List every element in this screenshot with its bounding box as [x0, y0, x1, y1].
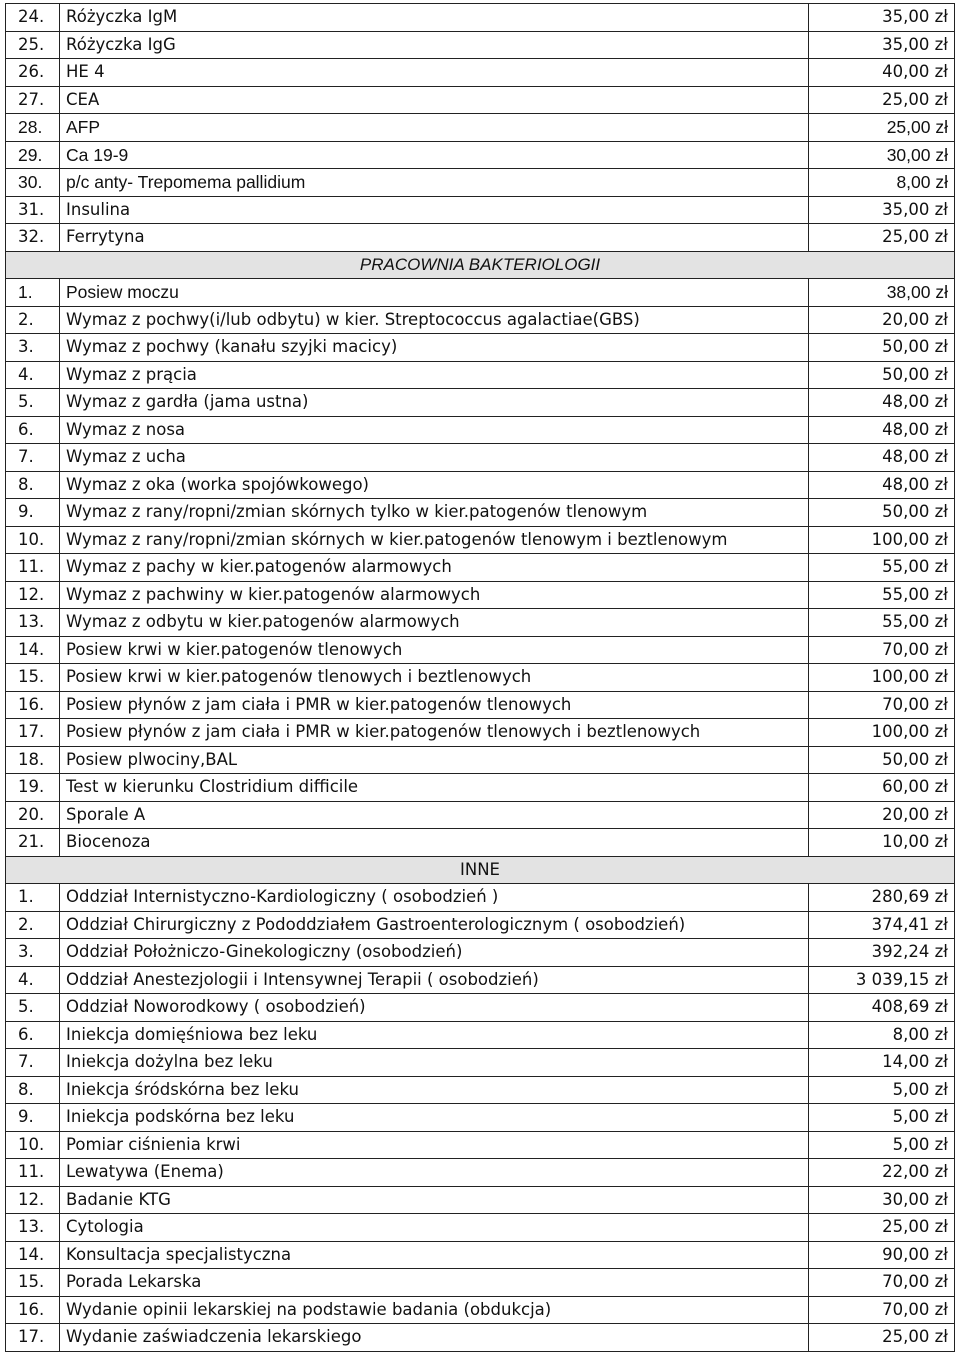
- row-price: 55,00 zł: [809, 554, 955, 582]
- row-price: 22,00 zł: [809, 1159, 955, 1187]
- row-description: Wydanie opinii lekarskiej na podstawie badania (obdukcja): [60, 1296, 809, 1324]
- row-price: 5,00 zł: [809, 1131, 955, 1159]
- row-price: 3 039,15 zł: [809, 966, 955, 994]
- row-number: 28.: [6, 114, 60, 142]
- table-row: [6, 114, 955, 142]
- row-number: 31.: [6, 196, 60, 224]
- row-price: 70,00 zł: [809, 1296, 955, 1324]
- table-row: [6, 361, 955, 389]
- row-price: 100,00 zł: [809, 719, 955, 747]
- row-description: CEA: [60, 86, 809, 114]
- row-price: 50,00 zł: [809, 361, 955, 389]
- row-number: 20.: [6, 801, 60, 829]
- row-description: Cytologia: [60, 1214, 809, 1242]
- row-description: HE 4: [60, 59, 809, 87]
- row-price: 30,00 zł: [809, 141, 955, 169]
- row-description: Sporale A: [60, 801, 809, 829]
- table-row: [6, 911, 955, 939]
- row-description: Porada Lekarska: [60, 1269, 809, 1297]
- row-price: 30,00 zł: [809, 1186, 955, 1214]
- row-description: Badanie KTG: [60, 1186, 809, 1214]
- row-description: Wydanie zaświadczenia lekarskiego: [60, 1324, 809, 1352]
- row-description: Oddział Anestezjologii i Intensywnej Terapii ( osobodzień): [60, 966, 809, 994]
- row-number: 8.: [6, 1076, 60, 1104]
- row-number: 15.: [6, 1269, 60, 1297]
- row-description: p/c anty- Trepomema pallidium: [60, 169, 809, 197]
- table-row: [6, 1131, 955, 1159]
- table-row: [6, 1214, 955, 1242]
- row-price: 35,00 zł: [809, 31, 955, 59]
- table-row: [6, 526, 955, 554]
- row-description: Iniekcja dożylna bez leku: [60, 1049, 809, 1077]
- row-number: 30.: [6, 169, 60, 197]
- row-price: 48,00 zł: [809, 389, 955, 417]
- table-row: [6, 169, 955, 197]
- row-description: Insulina: [60, 196, 809, 224]
- row-number: 9.: [6, 1104, 60, 1132]
- row-description: Wymaz z pachy w kier.patogenów alarmowych: [60, 554, 809, 582]
- table-row: [6, 4, 955, 32]
- row-number: 16.: [6, 1296, 60, 1324]
- row-number: 9.: [6, 499, 60, 527]
- row-price: 70,00 zł: [809, 1269, 955, 1297]
- table-row: [6, 691, 955, 719]
- row-number: 4.: [6, 966, 60, 994]
- row-description: Wymaz z oka (worka spojówkowego): [60, 471, 809, 499]
- section-header: INNE: [6, 856, 955, 884]
- row-number: 6.: [6, 416, 60, 444]
- row-description: Ferrytyna: [60, 224, 809, 252]
- row-price: 25,00 zł: [809, 114, 955, 142]
- row-price: 5,00 zł: [809, 1076, 955, 1104]
- row-price: 48,00 zł: [809, 416, 955, 444]
- row-number: 5.: [6, 994, 60, 1022]
- row-description: AFP: [60, 114, 809, 142]
- row-number: 14.: [6, 636, 60, 664]
- row-number: 1.: [6, 884, 60, 912]
- row-description: Test w kierunku Clostridium difficile: [60, 774, 809, 802]
- row-number: 15.: [6, 664, 60, 692]
- row-price: 25,00 zł: [809, 1214, 955, 1242]
- row-description: Wymaz z pachwiny w kier.patogenów alarmowych: [60, 581, 809, 609]
- table-row: [6, 1324, 955, 1352]
- row-description: Różyczka IgM: [60, 4, 809, 32]
- row-price: 25,00 zł: [809, 224, 955, 252]
- row-description: Oddział Internistyczno-Kardiologiczny ( osobodzień ): [60, 884, 809, 912]
- row-number: 2.: [6, 911, 60, 939]
- row-description: Posiew płynów z jam ciała i PMR w kier.patogenów tlenowych i beztlenowych: [60, 719, 809, 747]
- table-row: [6, 306, 955, 334]
- table-row: [6, 774, 955, 802]
- row-number: 4.: [6, 361, 60, 389]
- row-price: 14,00 zł: [809, 1049, 955, 1077]
- row-number: 32.: [6, 224, 60, 252]
- table-row: [6, 664, 955, 692]
- row-number: 11.: [6, 554, 60, 582]
- row-price: 20,00 zł: [809, 801, 955, 829]
- row-price: 280,69 zł: [809, 884, 955, 912]
- row-description: Konsultacja specjalistyczna: [60, 1241, 809, 1269]
- table-row: [6, 59, 955, 87]
- row-price: 48,00 zł: [809, 444, 955, 472]
- row-price: 60,00 zł: [809, 774, 955, 802]
- table-row: [6, 609, 955, 637]
- row-number: 13.: [6, 609, 60, 637]
- row-price: 50,00 zł: [809, 746, 955, 774]
- table-row: [6, 31, 955, 59]
- row-description: Iniekcja śródskórna bez leku: [60, 1076, 809, 1104]
- row-description: Posiew plwociny,BAL: [60, 746, 809, 774]
- table-row: [6, 389, 955, 417]
- table-row: [6, 1269, 955, 1297]
- table-row: [6, 1296, 955, 1324]
- row-description: Oddział Chirurgiczny z Pododdziałem Gastroenterologicznym ( osobodzień): [60, 911, 809, 939]
- row-number: 10.: [6, 1131, 60, 1159]
- table-row: [6, 746, 955, 774]
- row-description: Posiew płynów z jam ciała i PMR w kier.patogenów tlenowych: [60, 691, 809, 719]
- table-row: [6, 636, 955, 664]
- row-price: 100,00 zł: [809, 664, 955, 692]
- row-description: Różyczka IgG: [60, 31, 809, 59]
- row-description: Oddział Położniczo-Ginekologiczny (osobodzień): [60, 939, 809, 967]
- row-number: 6.: [6, 1021, 60, 1049]
- row-description: Wymaz z pochwy (kanału szyjki macicy): [60, 334, 809, 362]
- row-price: 25,00 zł: [809, 1324, 955, 1352]
- row-number: 7.: [6, 444, 60, 472]
- row-description: Biocenoza: [60, 829, 809, 857]
- table-row: [6, 1159, 955, 1187]
- row-price: 55,00 zł: [809, 581, 955, 609]
- table-row: [6, 141, 955, 169]
- row-number: 17.: [6, 719, 60, 747]
- row-number: 27.: [6, 86, 60, 114]
- row-description: Oddział Noworodkowy ( osobodzień): [60, 994, 809, 1022]
- row-price: 408,69 zł: [809, 994, 955, 1022]
- row-description: Wymaz z prącia: [60, 361, 809, 389]
- row-number: 12.: [6, 581, 60, 609]
- row-number: 13.: [6, 1214, 60, 1242]
- row-number: 14.: [6, 1241, 60, 1269]
- row-description: Ca 19-9: [60, 141, 809, 169]
- row-description: Wymaz z gardła (jama ustna): [60, 389, 809, 417]
- section-header: PRACOWNIA BAKTERIOLOGII: [6, 251, 955, 279]
- row-price: 20,00 zł: [809, 306, 955, 334]
- row-price: 392,24 zł: [809, 939, 955, 967]
- row-price: 374,41 zł: [809, 911, 955, 939]
- table-row: [6, 1076, 955, 1104]
- row-price: 90,00 zł: [809, 1241, 955, 1269]
- table-row: [6, 581, 955, 609]
- row-number: 8.: [6, 471, 60, 499]
- row-price: 5,00 zł: [809, 1104, 955, 1132]
- row-price: 25,00 zł: [809, 86, 955, 114]
- row-number: 18.: [6, 746, 60, 774]
- table-row: [6, 1049, 955, 1077]
- table-row: [6, 1241, 955, 1269]
- table-row: [6, 1021, 955, 1049]
- row-price: 48,00 zł: [809, 471, 955, 499]
- row-number: 3.: [6, 939, 60, 967]
- table-row: [6, 1186, 955, 1214]
- row-description: Wymaz z pochwy(i/lub odbytu) w kier. Streptococcus agalactiae(GBS): [60, 306, 809, 334]
- table-row: [6, 444, 955, 472]
- table-row: [6, 416, 955, 444]
- price-table: [5, 3, 955, 1352]
- row-number: 10.: [6, 526, 60, 554]
- table-row: [6, 471, 955, 499]
- section-header-row: [6, 251, 955, 279]
- row-price: 8,00 zł: [809, 1021, 955, 1049]
- table-row: [6, 86, 955, 114]
- row-number: 12.: [6, 1186, 60, 1214]
- row-number: 29.: [6, 141, 60, 169]
- row-description: Wymaz z rany/ropni/zmian skórnych tylko w kier.patogenów tlenowym: [60, 499, 809, 527]
- table-row: [6, 554, 955, 582]
- row-description: Posiew krwi w kier.patogenów tlenowych i beztlenowych: [60, 664, 809, 692]
- table-row: [6, 224, 955, 252]
- row-price: 50,00 zł: [809, 334, 955, 362]
- row-description: Wymaz z nosa: [60, 416, 809, 444]
- table-row: [6, 884, 955, 912]
- table-row: [6, 829, 955, 857]
- row-description: Lewatywa (Enema): [60, 1159, 809, 1187]
- table-row: [6, 499, 955, 527]
- table-row: [6, 966, 955, 994]
- row-number: 16.: [6, 691, 60, 719]
- row-price: 35,00 zł: [809, 196, 955, 224]
- row-number: 24.: [6, 4, 60, 32]
- table-row: [6, 994, 955, 1022]
- row-description: Pomiar ciśnienia krwi: [60, 1131, 809, 1159]
- row-price: 8,00 zł: [809, 169, 955, 197]
- row-description: Wymaz z odbytu w kier.patogenów alarmowych: [60, 609, 809, 637]
- row-description: Iniekcja domięśniowa bez leku: [60, 1021, 809, 1049]
- row-number: 17.: [6, 1324, 60, 1352]
- row-price: 100,00 zł: [809, 526, 955, 554]
- row-description: Wymaz z ucha: [60, 444, 809, 472]
- row-number: 3.: [6, 334, 60, 362]
- row-price: 10,00 zł: [809, 829, 955, 857]
- row-price: 55,00 zł: [809, 609, 955, 637]
- price-table-body: [6, 4, 955, 1352]
- table-row: [6, 719, 955, 747]
- row-number: 2.: [6, 306, 60, 334]
- table-row: [6, 196, 955, 224]
- row-description: Posiew moczu: [60, 279, 809, 307]
- row-number: 7.: [6, 1049, 60, 1077]
- row-number: 19.: [6, 774, 60, 802]
- section-header-row: [6, 856, 955, 884]
- row-price: 70,00 zł: [809, 636, 955, 664]
- table-row: [6, 801, 955, 829]
- row-price: 35,00 zł: [809, 4, 955, 32]
- row-description: Posiew krwi w kier.patogenów tlenowych: [60, 636, 809, 664]
- table-row: [6, 334, 955, 362]
- table-row: [6, 939, 955, 967]
- row-price: 38,00 zł: [809, 279, 955, 307]
- row-number: 1.: [6, 279, 60, 307]
- row-number: 5.: [6, 389, 60, 417]
- row-price: 70,00 zł: [809, 691, 955, 719]
- row-description: Wymaz z rany/ropni/zmian skórnych w kier.patogenów tlenowym i beztlenowym: [60, 526, 809, 554]
- row-number: 11.: [6, 1159, 60, 1187]
- row-price: 40,00 zł: [809, 59, 955, 87]
- row-price: 50,00 zł: [809, 499, 955, 527]
- row-number: 21.: [6, 829, 60, 857]
- table-row: [6, 279, 955, 307]
- row-number: 25.: [6, 31, 60, 59]
- row-description: Iniekcja podskórna bez leku: [60, 1104, 809, 1132]
- row-number: 26.: [6, 59, 60, 87]
- table-row: [6, 1104, 955, 1132]
